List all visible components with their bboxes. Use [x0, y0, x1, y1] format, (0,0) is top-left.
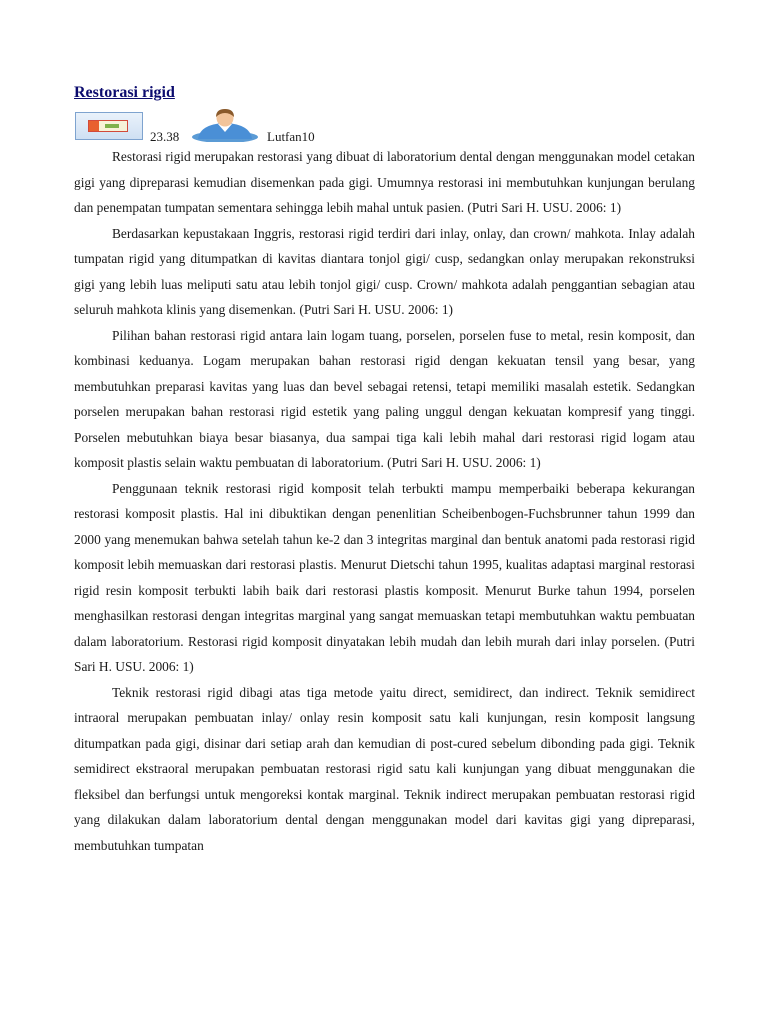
user-avatar-icon [190, 108, 260, 142]
document-title[interactable]: Restorasi rigid [74, 84, 175, 101]
paragraph: Berdasarkan kepustakaan Inggris, restorasi rigid terdiri dari inlay, onlay, dan crown/ mahkota. Inlay adalah tumpatan rigid yang ditumpatkan di kavitas diantara tonjol gigi/ cusp, sedangkan onlay merupakan rekonstruksi gigi yang lebih luas meliputi satu atau lebih tonjol gigi/ cusp. Crown/ mahkota adalah penggantian sebagian atau seluruh mahkota klinis yang disemenkan. (Putri Sari H. USU. 2006: 1) [74, 225, 695, 317]
document-page [74, 82, 695, 858]
paragraph: Restorasi rigid merupakan restorasi yang dibuat di laboratorium dental dengan menggunakan model cetakan gigi yang dipreparasi kemudian disemenkan pada gigi. Umumnya restorasi ini membutuhkan kunjungan berulang dan penempatan tumpatan sementara sehingga lebih mahal untuk pasien. (Putri Sari H. USU. 2006: 1) [74, 149, 695, 215]
paragraph: Teknik restorasi rigid dibagi atas tiga metode yaitu direct, semidirect, dan indirect. Teknik semidirect intraoral merupakan pembuatan inlay/ onlay resin komposit satu kali kunjungan, resin komposit langsung ditumpatkan pada gigi, disinar dari setiap arah dan kemudian di post-cured sebelum dibonding pada gigi. Teknik semidirect ekstraoral merupakan pembuatan restorasi rigid satu kali kunjungan yang dibuat menggunakan die fleksibel dan berfungsi untuk mengoreksi kontak marginal. Teknik indirect merupakan pembuatan restorasi rigid yang dilakukan dalam laboratorium dental dengan menggunakan model dari kavitas gigi yang dipreparasi, membutuhkan tumpatan [74, 684, 695, 853]
post-author[interactable]: Lutfan10 [267, 129, 315, 144]
post-time: 23.38 [150, 129, 180, 144]
post-meta [74, 108, 695, 144]
paragraph: Penggunaan teknik restorasi rigid komposit telah terbukti mampu memperbaiki beberapa kekurangan restorasi komposit plastis. Hal ini dibuktikan dengan penenlitian Scheibenbogen-Fuchsbrunner tahun 1999 dan 2000 yang menemukan bahwa setelah tahun ke-2 dan 3 integritas marginal dan bentuk anatomi pada restorasi rigid komposit lebih memuaskan dari restorasi plastis. Menurut Dietschi tahun 1995, kualitas adaptasi marginal restorasi rigid resin komposit terbukti labih baik dari restorasi plastis komposit. Menurut Burke tahun 1994, porselen menghasilkan restorasi dengan integritas marginal yang sangat memuaskan tetapi membutuhkan waktu pembuatan dalam laboratorium. Restorasi rigid komposit dinyatakan lebih mudah dan lebih murah dari inlay porselen. (Putri Sari H. USU. 2006: 1) [74, 480, 695, 674]
paragraph: Pilihan bahan restorasi rigid antara lain logam tuang, porselen, porselen fuse to metal, resin komposit, dan kombinasi keduanya. Logam merupakan bahan restorasi rigid dengan kekuatan tensil yang besar, yang membutuhkan preparasi kavitas yang luas dan bevel sebagai retensi, tetapi memiliki masalah estetik. Sedangkan porselen merupakan bahan restorasi rigid estetik yang paling unggul dengan kekuatan kompresif yang tinggi. Porselen mebutuhkan biaya besar biasanya, dua sampai tiga kali lebih mahal dari restorasi rigid logam atau komposit plastis selain waktu pembuatan di laboratorium. (Putri Sari H. USU. 2006: 1) [74, 327, 695, 470]
post-thumbnail-icon [75, 112, 143, 140]
